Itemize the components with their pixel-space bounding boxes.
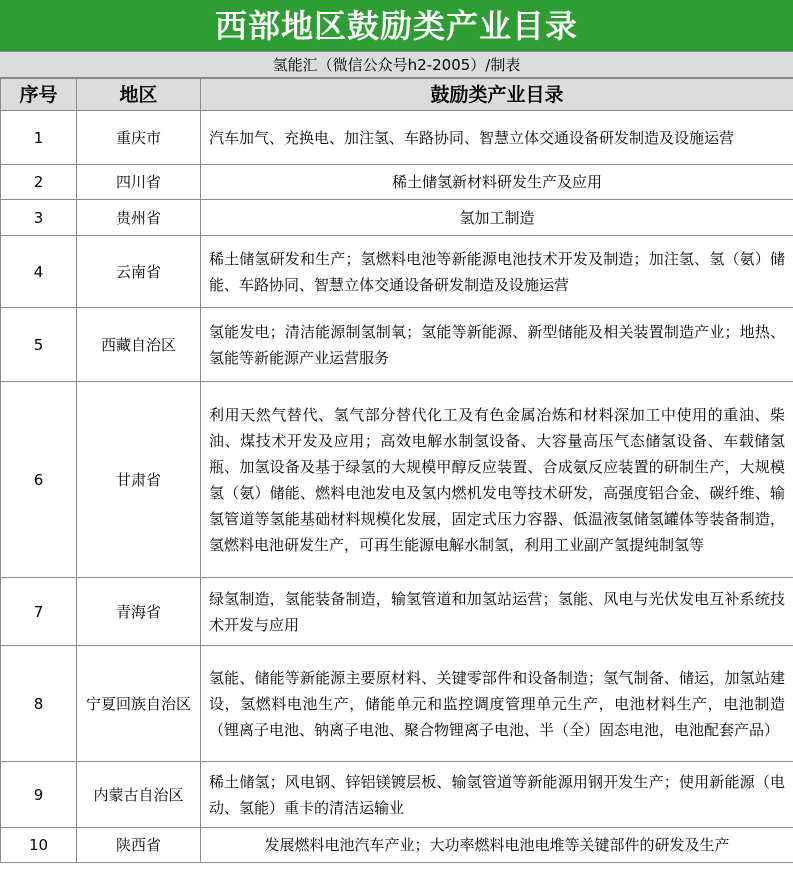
row-content: 氢能、储能等新能源主要原材料、关键零部件和设备制造；氢气制备、储运，加氢站建设，氢燃料电池生产，储能单元和监控调度管理单元生产，电池材料生产，电池制造（锂离子电池、钠离子电池、聚合物锂离子电池、半（全）固态电池，电池配套产品）: [201, 646, 793, 762]
row-region: 宁夏回族自治区: [77, 646, 201, 762]
row-content: 绿氢制造，氢能装备制造，输氢管道和加氢站运营；氢能、风电与光伏发电互补系统技术开发与应用: [201, 578, 793, 646]
row-num: 8: [1, 646, 77, 762]
source-credit: 氢能汇（微信公众号h2-2005）/制表: [0, 52, 793, 78]
table-row: [1, 828, 793, 863]
row-num: 3: [1, 200, 77, 236]
row-num: 9: [1, 762, 77, 828]
table-row: [1, 236, 793, 308]
header-num: 序号: [1, 79, 77, 111]
row-num: 1: [1, 111, 77, 165]
header-region: 地区: [77, 79, 201, 111]
table-row: [1, 200, 793, 236]
page-title: 西部地区鼓励类产业目录: [0, 0, 793, 52]
row-content: 利用天然气替代、氢气部分替代化工及有色金属冶炼和材料深加工中使用的重油、柴油、煤技术开发及应用；高效电解水制氢设备、大容量高压气态储氢设备、车载储氢瓶、加氢设备及基于绿氢的大规模甲醇反应装置、合成氨反应装置的研制生产，大规模氢（氨）储能、燃料电池发电及氢内燃机发电等技术研发，高强度铝合金、碳纤维、输氢管道等氢能基础材料规模化发展，固定式压力容器、低温液氢储氢罐体等装备制造，氢燃料电池研发生产，可再生能源电解水制氢，利用工业副产氢提纯制氢等: [201, 382, 793, 578]
row-region: 云南省: [77, 236, 201, 308]
table-row: [1, 308, 793, 382]
row-num: 6: [1, 382, 77, 578]
row-region: 内蒙古自治区: [77, 762, 201, 828]
table-row: [1, 578, 793, 646]
row-region: 甘肃省: [77, 382, 201, 578]
table-row: [1, 382, 793, 578]
row-region: 陕西省: [77, 828, 201, 863]
row-content: 汽车加气、充换电、加注氢、车路协同、智慧立体交通设备研发制造及设施运营: [201, 111, 793, 165]
row-content: 稀土储氢研发和生产；氢燃料电池等新能源电池技术开发及制造；加注氢、氢（氨）储能、车路协同、智慧立体交通设备研发制造及设施运营: [201, 236, 793, 308]
row-content: 发展燃料电池汽车产业；大功率燃料电池电堆等关键部件的研发及生产: [201, 828, 793, 863]
table-header-row: [1, 79, 793, 111]
row-num: 4: [1, 236, 77, 308]
catalog-table: [0, 78, 793, 863]
row-content: 氢加工制造: [201, 200, 793, 236]
table-row: [1, 762, 793, 828]
row-region: 青海省: [77, 578, 201, 646]
row-content: 稀土储氢新材料研发生产及应用: [201, 165, 793, 200]
table-row: [1, 165, 793, 200]
row-content: 稀土储氢；风电钢、锌铝镁镀层板、输氢管道等新能源用钢开发生产；使用新能源（电动、氢能）重卡的清洁运输业: [201, 762, 793, 828]
table-row: [1, 646, 793, 762]
header-content: 鼓励类产业目录: [201, 79, 793, 111]
row-num: 7: [1, 578, 77, 646]
row-num: 2: [1, 165, 77, 200]
row-region: 西藏自治区: [77, 308, 201, 382]
row-content: 氢能发电；清洁能源制氢制氧；氢能等新能源、新型储能及相关装置制造产业；地热、氢能等新能源产业运营服务: [201, 308, 793, 382]
row-num: 5: [1, 308, 77, 382]
row-num: 10: [1, 828, 77, 863]
row-region: 四川省: [77, 165, 201, 200]
row-region: 贵州省: [77, 200, 201, 236]
row-region: 重庆市: [77, 111, 201, 165]
table-row: [1, 111, 793, 165]
